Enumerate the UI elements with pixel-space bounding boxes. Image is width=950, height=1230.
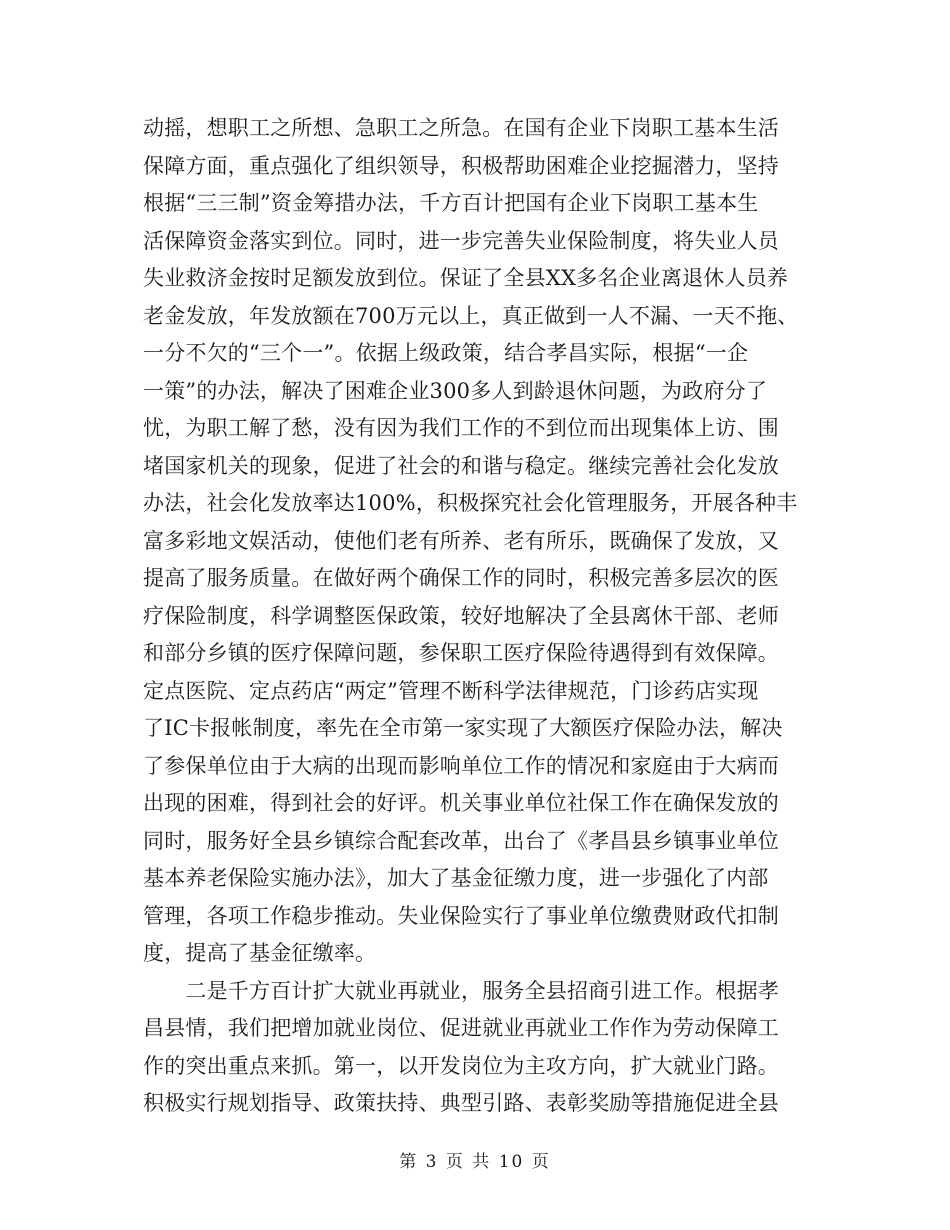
text-line: 根据“三三制”资金筹措办法，千方百计把国有企业下岗职工基本生 — [143, 191, 759, 215]
text-line: 保障方面，重点强化了组织领导，积极帮助困难企业挖掘潜力，坚持 — [143, 153, 779, 178]
text-line: 基本养老保险实施办法》，加大了基金征缴力度，进一步强化了内部 — [143, 866, 769, 890]
text-line: 二是千方百计扩大就业再就业，服务全县招商引进工作。根据孝 — [143, 978, 779, 1003]
text-line: 老金发放，年发放额在700万元以上，真正做到一人不漏、一天不拖、 — [143, 303, 799, 328]
document-body — [143, 110, 823, 1123]
text-line: 失业救济金按时足额发放到位。保证了全县XX多名企业离退休人员养 — [143, 266, 789, 290]
text-line: 一分不欠的“三个一”。依据上级政策，结合孝昌实际，根据“一企 — [143, 341, 749, 365]
text-line: 作的突出重点来抓。第一，以开发岗位为主攻方向，扩大就业门路。 — [143, 1053, 779, 1078]
text-line: 积极实行规划指导、政策扶持、典型引路、表彰奖励等措施促进全县 — [143, 1091, 779, 1115]
text-line: 忧，为职工解了愁，没有因为我们工作的不到位而出现集体上访、围 — [143, 416, 779, 440]
text-line: 堵国家机关的现象，促进了社会的和谐与稳定。继续完善社会化发放 — [143, 453, 779, 478]
text-line: 定点医院、定点药店“两定”管理不断科学法律规范，门诊药店实现 — [143, 678, 759, 703]
text-line: 提高了服务质量。在做好两个确保工作的同时，积极完善多层次的医 — [143, 566, 779, 590]
text-line: 管理，各项工作稳步推动。失业保险实行了事业单位缴费财政代扣制 — [143, 903, 779, 928]
text-line: 了IC卡报帐制度，率先在全市第一家实现了大额医疗保险办法，解决 — [143, 716, 783, 740]
page-footer: 第 3 页 共 10 页 — [399, 1152, 551, 1172]
text-line: 度，提高了基金征缴率。 — [143, 941, 377, 965]
text-line: 动摇，想职工之所想、急职工之所急。在国有企业下岗职工基本生活 — [143, 116, 779, 140]
text-line: 同时，服务好全县乡镇综合配套改革，出台了《孝昌县乡镇事业单位 — [143, 828, 779, 853]
text-line: 活保障资金落实到位。同时，进一步完善失业保险制度，将失业人员 — [143, 228, 779, 253]
text-line: 昌县情，我们把增加就业岗位、促进就业再就业工作作为劳动保障工 — [143, 1016, 779, 1040]
text-line: 和部分乡镇的医疗保障问题，参保职工医疗保险待遇得到有效保障。 — [143, 641, 779, 665]
text-line: 疗保险制度，科学调整医保政策，较好地解决了全县离休干部、老师 — [143, 603, 779, 628]
text-line: 出现的困难，得到社会的好评。机关事业单位社保工作在确保发放的 — [143, 791, 779, 815]
text-line: 富多彩地文娱活动，使他们老有所养、老有所乐，既确保了发放，又 — [143, 528, 779, 553]
text-line: 一策”的办法，解决了困难企业300多人到龄退休问题，为政府分了 — [143, 378, 768, 403]
text-line: 办法，社会化发放率达100%，积极探究社会化管理服务，开展各种丰 — [143, 491, 798, 515]
text-line: 了参保单位由于大病的出现而影响单位工作的情况和家庭由于大病而 — [143, 753, 779, 778]
